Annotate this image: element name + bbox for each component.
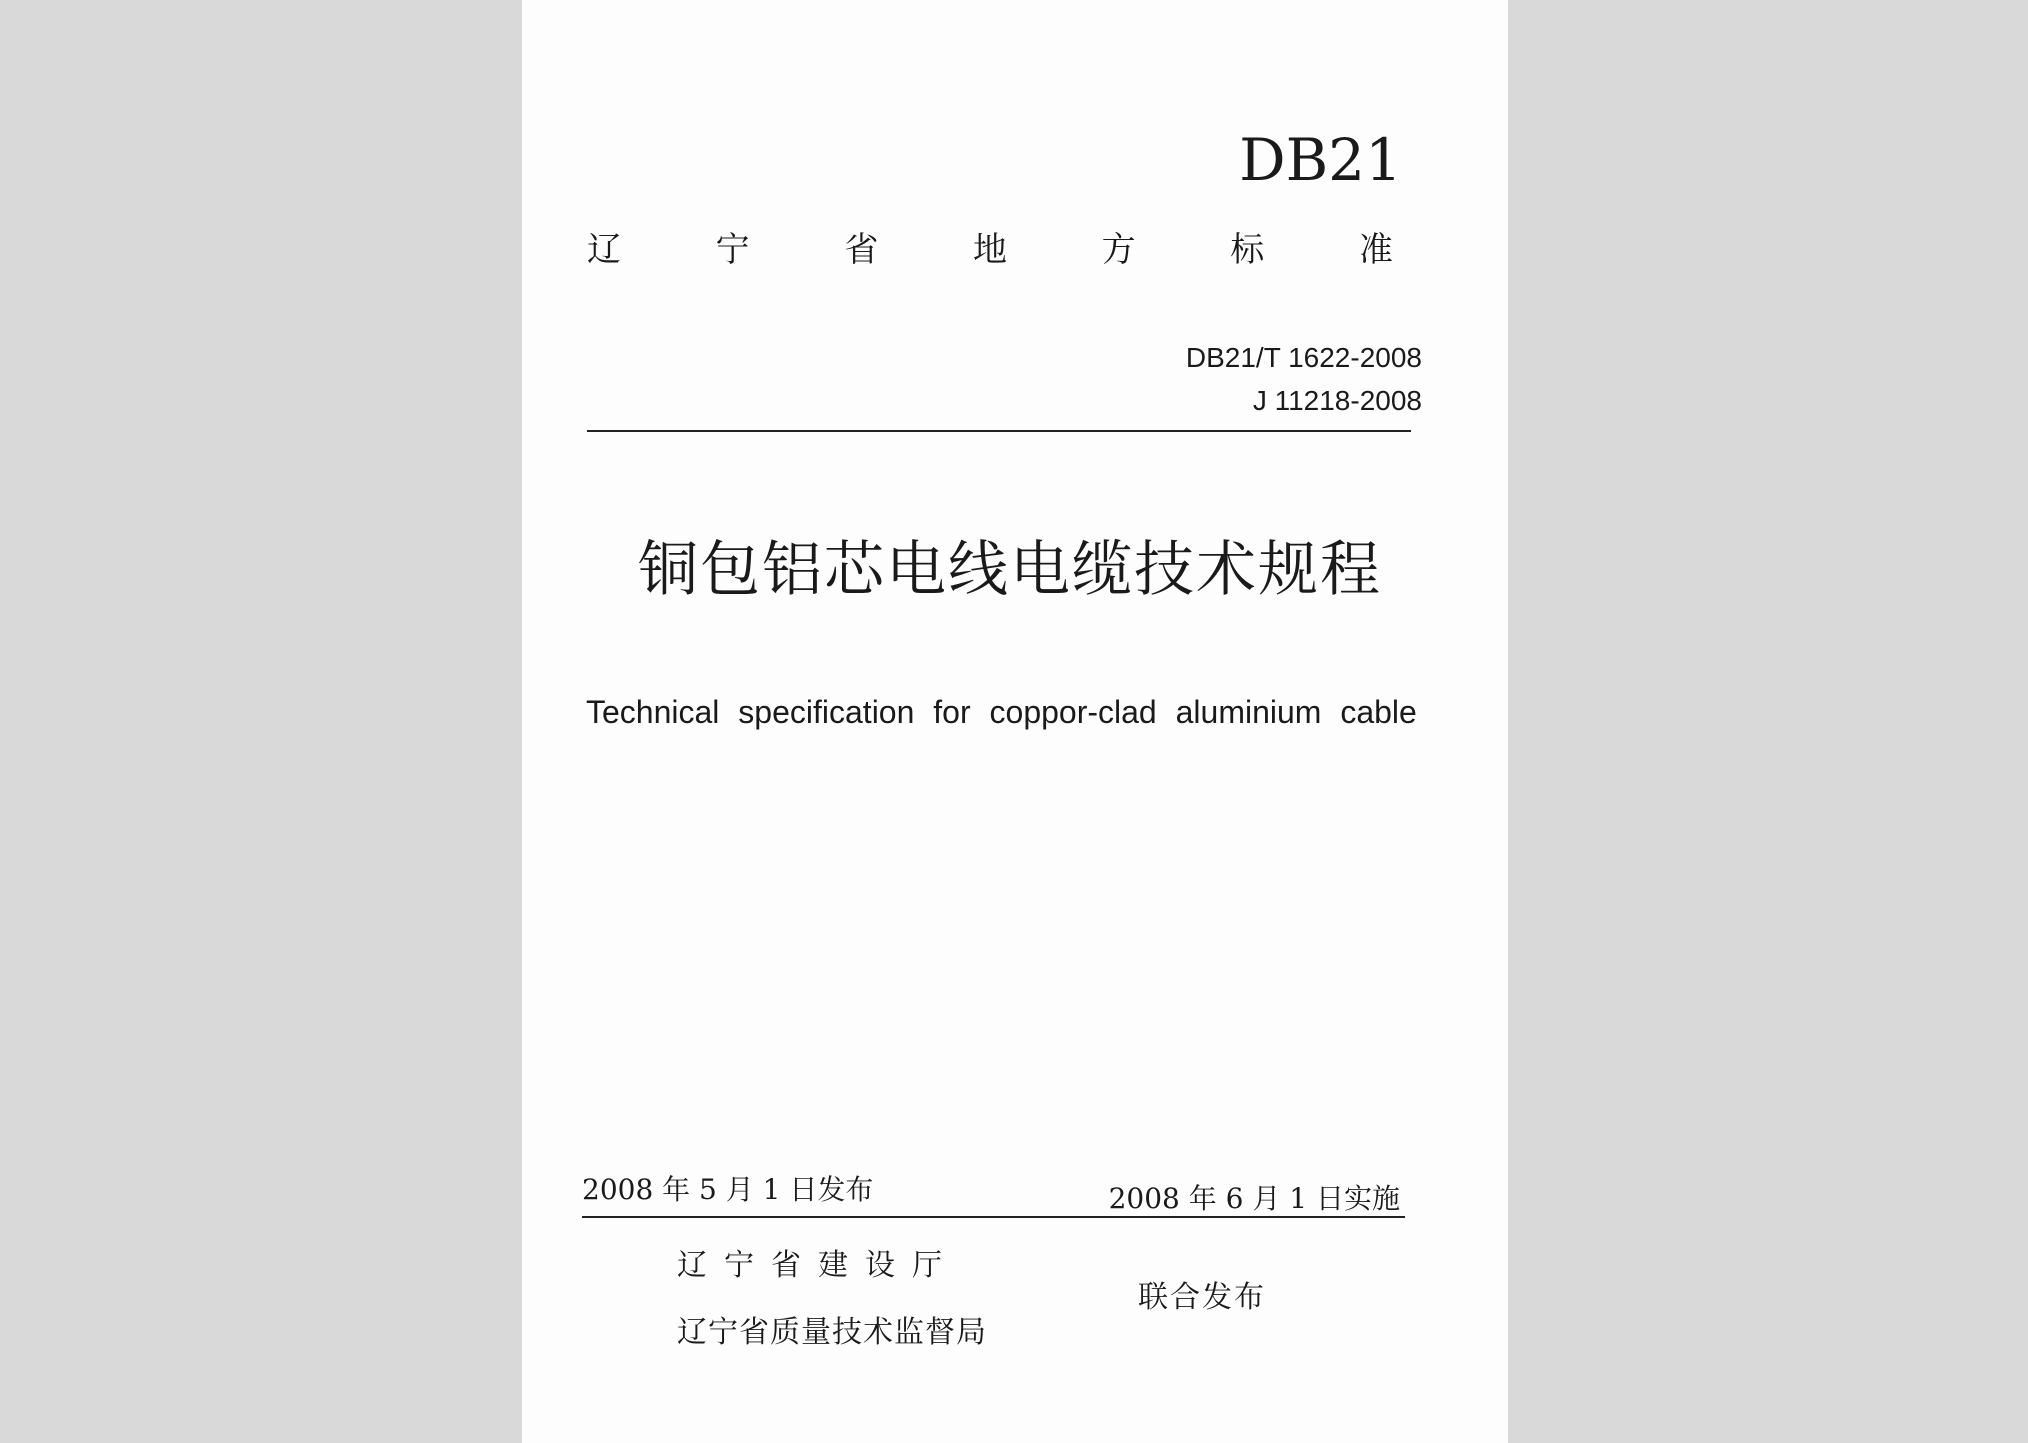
- standard-type-char: 标: [1230, 230, 1265, 270]
- standard-number: DB21/T 1622-2008: [1185, 342, 1422, 373]
- implementation-date: 2008 年 6 月 1 日实施: [1108, 1182, 1400, 1215]
- record-number: J 11218-2008: [1252, 385, 1422, 416]
- standard-type-char: 省: [844, 230, 879, 270]
- joint-publication-label: 联合发布: [1138, 1280, 1266, 1315]
- title-english: Technical specification for coppor-clad aluminium cable: [586, 694, 1417, 730]
- standard-type-char: 方: [1101, 230, 1136, 270]
- standard-cover-page: [522, 0, 1508, 1443]
- title-chinese: 铜包铝芯电线电缆技术规程: [638, 535, 1382, 605]
- issue-date: 2008 年 5 月 1 日发布: [582, 1173, 874, 1206]
- standard-type-char: 准: [1358, 230, 1393, 270]
- standard-type-heading: [587, 225, 1393, 275]
- publisher-construction-department: 辽宁省建设厅: [677, 1248, 959, 1283]
- footer-divider: [582, 1216, 1405, 1218]
- header-divider: [587, 430, 1411, 432]
- publisher-quality-bureau: 辽宁省质量技术监督局: [677, 1315, 987, 1350]
- standard-type-char: 宁: [715, 230, 750, 270]
- province-code: DB21: [1239, 126, 1402, 194]
- standard-type-char: 地: [972, 230, 1007, 270]
- standard-type-char: 辽: [587, 230, 621, 270]
